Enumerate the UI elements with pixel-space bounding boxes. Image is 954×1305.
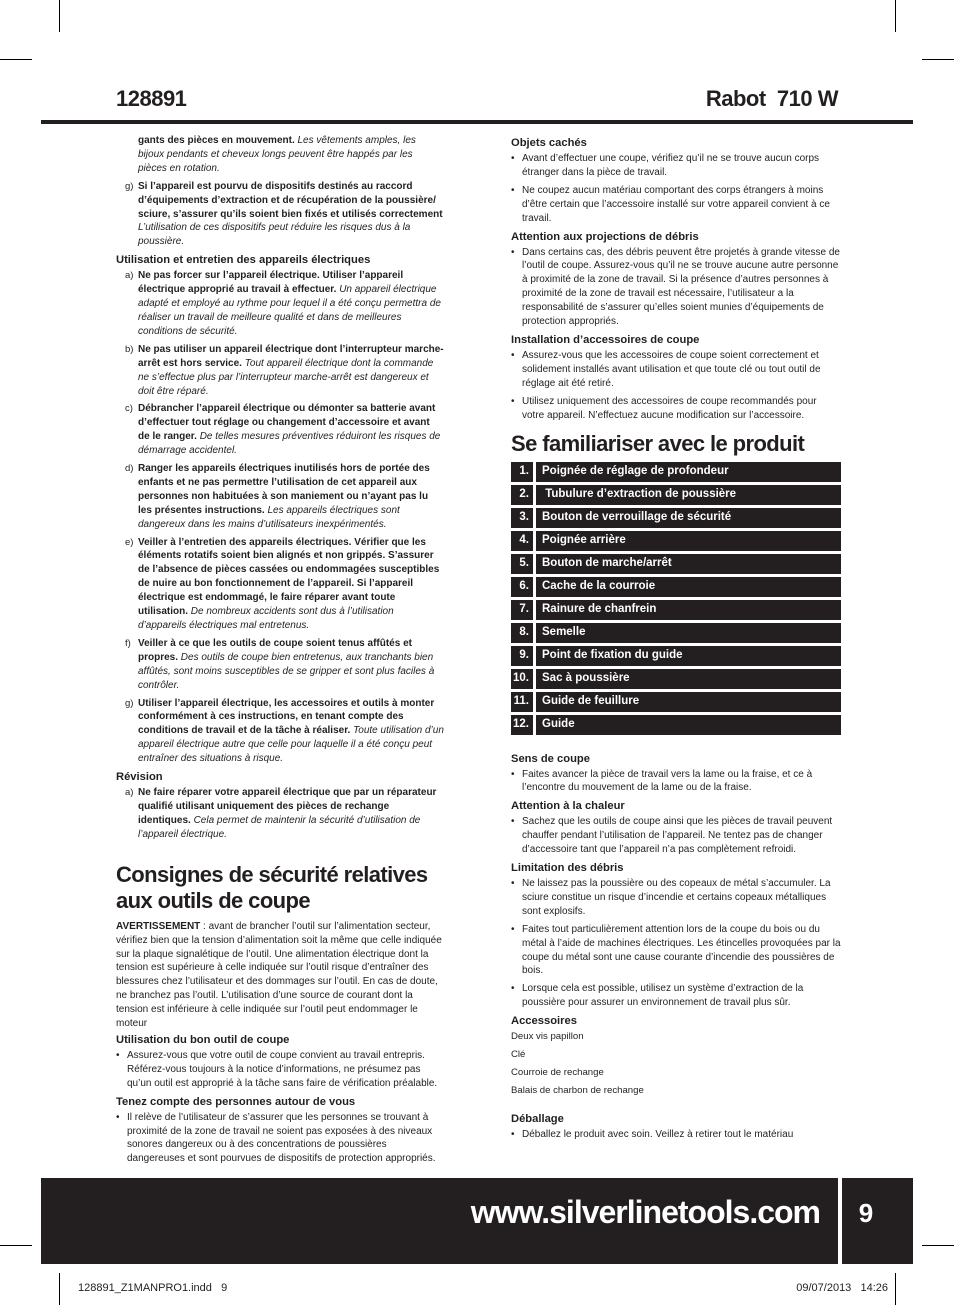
table-row: 3. Bouton de verrouillage de sécurité (511, 508, 841, 528)
section-heading: Utilisation et entretien des appareils électriques (116, 254, 371, 267)
table-row: 2. Tubulure d’extraction de poussière (511, 485, 841, 505)
bullet-item: • Assurez-vous que votre outil de coupe convient au travail entrepris. Référez-vous toujours à la notice d’informations, ne présumez pas qu’un outil est approprié à la tâche sans faire de vérification préalable. (116, 1049, 444, 1091)
list-item: a) Ne faire réparer votre appareil électrique que par un réparateur qualifié utilisant uniquement des pièces de rechange identiques. Cela permet de maintenir la sécurité d’utilisation de l’appareil électrique. (125, 787, 437, 840)
table-row: 9. Point de fixation du guide (511, 646, 841, 666)
section-title: Consignes de sécurité relatives aux outils de coupe (116, 861, 428, 913)
left-column (116, 134, 444, 1170)
table-row: 11. Guide de feuillure (511, 692, 841, 712)
crop-mark (59, 1273, 60, 1305)
crop-mark (895, 1273, 896, 1305)
footer-banner (41, 1178, 838, 1264)
table-row: 10. Sac à poussière (511, 669, 841, 689)
bullet-item: • Avant d’effectuer une coupe, vérifiez qu’il ne se trouve aucun corps étranger dans la pièce de travail. (511, 152, 841, 180)
list-item: gants des pièces en mouvement. Les vêtements amples, les bijoux pendants et cheveux longs peuvent être happés par les pièces en rotation. (138, 135, 416, 174)
bullet-item: • Dans certains cas, des débris peuvent être projetés à grande vitesse de l’outil de coupe. Assurez-vous qu’il ne se trouve aucune autre personne à proximité de la zone de travail. Si la présence d’autres personnes à proximité de la zone de travail est nécessaire, l’utilisateur a la responsabilité de s’assurer qu’elles soient munies d’équipements de protection appropriés. (511, 246, 841, 329)
crop-mark (922, 59, 954, 60)
section-heading: Utilisation du bon outil de coupe (116, 1033, 290, 1046)
section-heading: Limitation des débris (511, 862, 624, 875)
table-row: 4. Poignée arrière (511, 531, 841, 551)
list-item: a) Ne pas forcer sur l’appareil électrique. Utiliser l’appareil électrique approprié au travail à effectuer. Un appareil électrique adapté et employé au rythme pour lequel il a été conçu permettra de réaliser un travail de meilleure qualité et dans de meilleures conditions de sécurité. (125, 270, 441, 337)
list-item: Balais de charbon de rechange (511, 1084, 644, 1096)
crop-mark (59, 0, 60, 32)
section-heading: Installation d’accessoires de coupe (511, 333, 700, 346)
list-item: Clé (511, 1049, 526, 1061)
website-url[interactable]: www.silverlinetools.com (470, 1194, 820, 1230)
table-row: 1. Poignée de réglage de profondeur (511, 462, 841, 482)
crop-mark (895, 0, 896, 32)
list-item: b) Ne pas utiliser un appareil électrique dont l’interrupteur marche-arrêt est hors service. Tout appareil électrique dont la commande ne s’effectue plus par l’interrupteur marche-arrêt est dangereux et doit être réparé. (125, 343, 444, 397)
section-heading: Objets cachés (511, 137, 587, 149)
file-slug: 128891_Z1MANPRO1.indd 9 (78, 1282, 228, 1294)
table-row: 12. Guide (511, 715, 841, 735)
product-code: 128891 (116, 86, 187, 111)
list-item: Courroie de rechange (511, 1067, 604, 1078)
table-row: 5. Bouton de marche/arrêt (511, 554, 841, 574)
date-slug: 09/07/2013 14:26 (796, 1282, 888, 1294)
table-row: 7. Rainure de chanfrein (511, 600, 841, 620)
right-column (511, 134, 841, 1146)
crop-mark (0, 59, 32, 60)
section-title: Se familiariser avec le produit (511, 430, 805, 456)
page-number-box (842, 1178, 913, 1264)
section-heading: Attention aux projections de débris (511, 230, 699, 243)
table-row: 8. Semelle (511, 623, 841, 643)
bullet-item: • Faites tout particulièrement attention lors de la coupe du bois ou du métal à l’aide de machines électriques. Les étincelles provoquées par la coupe du métal sont une cause courante d’incendie des poussières de bois. (511, 923, 841, 979)
section-heading: Tenez compte des personnes autour de vous (116, 1095, 356, 1108)
list-item: c) Débrancher l’appareil électrique ou démonter sa batterie avant d’effectuer tout réglage ou changement d’accessoire et avant de le ranger. De telles mesures préventives réduiront les risques de démarrage accidentel. (125, 403, 441, 457)
page-header (0, 86, 954, 116)
list-item: g) Utiliser l’appareil électrique, les accessoires et outils à monter conformément à ces instructions, en tenant compte des conditions de travail et de la tâche à réaliser. Toute utilisation d’un appareil électrique autre que celle pour laquelle il a été conçu peut entraîner des situations à risque. (125, 697, 444, 765)
bullet-item: • Faites avancer la pièce de travail vers la lame ou la fraise, et ce à l’encontre du mouvement de la lame ou de la fraise. (511, 768, 841, 796)
bullet-item: • Assurez-vous que les accessoires de coupe soient correctement et solidement installés avant utilisation et que toute clé ou tout outil de réglage ait été retiré. (511, 349, 841, 391)
bullet-item: • Déballez le produit avec soin. Veillez à retirer tout le matériau (511, 1128, 841, 1142)
header-rule (41, 120, 913, 124)
bullet-item: • Ne coupez aucun matériau comportant des corps étrangers à moins d’être certain que l’accessoire installé sur votre appareil convient à ce travail. (511, 184, 841, 226)
bullet-item: • Sachez que les outils de coupe ainsi que les pièces de travail peuvent chauffer pendant l’utilisation de l’appareil. Ne tentez pas de changer d’accessoire tant que l’appareil n’a pas complètement refroidi. (511, 815, 841, 857)
section-heading: Révision (116, 771, 163, 784)
list-item: f) Veiller à ce que les outils de coupe soient tenus affûtés et propres. Des outils de coupe bien entretenus, aux tranchants bien affûtés, sont moins susceptibles de se gripper et sont plus faciles à contrôler. (125, 637, 435, 691)
table-row: 6. Cache de la courroie (511, 577, 841, 597)
list-item: Deux vis papillon (511, 1031, 584, 1043)
product-title: Rabot 710 W (705, 86, 838, 111)
crop-mark (0, 1245, 32, 1246)
section-heading: Sens de coupe (511, 752, 590, 765)
bullet-item: • Ne laissez pas la poussière ou des copeaux de métal s’accumuler. La sciure constitue un risque d’incendie et certains copeaux métalliques sont explosifs. (511, 877, 841, 919)
warning-paragraph: AVERTISSEMENT : avant de brancher l’outil sur l’alimentation secteur, vérifiez bien que la tension d’alimentation soit la même que celle indiquée sur la plaque signalétique de l’outil. Une alimentation électrique dont la tension est supérieure à celle indiquée sur l’outil risque d’entraîner des blessures chez l’utilisateur et des dommages sur l’outil. En cas de doute, ne branchez pas l’outil. L’utilisation d’une source de courant dont la tension est inférieure à celle indiquée sur l’outil peut endommager le moteur (116, 920, 442, 1030)
section-heading: Accessoires (511, 1015, 577, 1028)
bullet-item: • Il relève de l’utilisateur de s’assurer que les personnes se trouvant à proximité de la zone de travail ne soient pas exposées à des niveaux sonores dangereux ou à des concentrations de poussières dangereuses et sont pourvues de dispositifs de protection appropriés. (116, 1111, 444, 1167)
section-heading: Déballage (511, 1112, 564, 1125)
section-heading: Attention à la chaleur (511, 800, 625, 813)
bullet-item: • Lorsque cela est possible, utilisez un système d’extraction de la poussière pour assurer un environnement de travail plus sûr. (511, 982, 841, 1010)
crop-mark (922, 1245, 954, 1246)
list-item: d) Ranger les appareils électriques inutilisés hors de portée des enfants et ne pas permettre l’utilisation de cet appareil aux personnes non habituées à son maniement ou n’ayant pas lu les présentes instructions. Les appareils électriques sont dangereux dans les mains d’utilisateurs inexpérimentés. (125, 463, 430, 530)
list-item: g) Si l’appareil est pourvu de dispositifs destinés au raccord d’équipements d’extraction et de récupération de la poussière/ sciure, s’assurer qu’ils soient bien fixés et utilisés correctement L’utilisation de ces dispositifs peut réduire les risques dus à la poussière. (125, 180, 443, 248)
page-number: 9 (858, 1198, 874, 1228)
list-item: e) Veiller à l’entretien des appareils électriques. Vérifier que les éléments rotatifs soient bien alignés et non grippés. S’assurer de l’absence de pièces cassées ou endommagées susceptibles de nuire au bon fonctionnement de l’appareil. Si l’appareil électrique est endommagé, le faire réparer avant toute utilisation. De nombreux accidents sont dus à l’utilisation d’appareils électriques mal entretenus. (125, 536, 440, 631)
bullet-item: • Utilisez uniquement des accessoires de coupe recommandés pour votre appareil. N’effectuez aucune modification sur l’accessoire. (511, 395, 841, 423)
feature-table (511, 459, 841, 738)
